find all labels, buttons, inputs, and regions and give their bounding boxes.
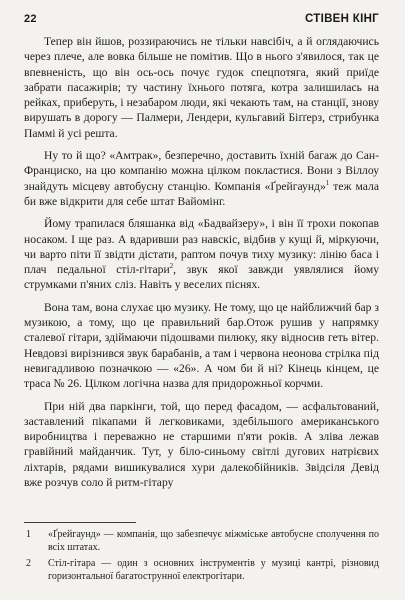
footnote-divider [24,522,136,523]
paragraph-3: Йому трапилася бляшанка від «Бадвайзеру», і він її трохи покопав носаком. І ще раз. А вдаривши раз навскіс, відбив у кущі й, міркуючи, чи варто піти її звідти дістати, раптом почув тиху музику: лінію баса і плач педальної стіл-гітари$^2$, звук якої завжди уявлялися йому струмками п'яних сліз. Навіть у веселих піснях. [24,217,379,292]
page-number: 22 [24,13,37,25]
page-header [24,13,379,31]
running-head-author: СТІВЕН КІНГ [304,13,379,25]
footnote-2 [24,557,379,583]
footnote-ref-1[interactable]: 1 [325,178,330,187]
paragraph-2: Ну то й що? «Амтрак», безперечно, доставить їхній багаж до Сан-Франциско, на цю компанію можна цілком покластися. Вони з Віллоу знайдуть місцеву автобусну станцію. Компанія «Ґрейгаунд»$^1$ теж мала би вже відкрити для себе штат Вайомінг. [24,149,379,208]
footnote-text: Стіл-гітара — один з основних інструментів у музиці кантрі, різновид горизонтальної багатострунної електрогітари. [48,558,379,582]
paragraph-1: Тепер він йшов, роззираючись не тільки навсібіч, а й оглядаючись через плече, але вовка більше не помітив. Що в нього з'явилося, так це впевненість, що він ось-ось почує гудок спецпотяга, який приїде забрати пасажирів; ту частину їхнього потяга, котра залишилась на рейках, приберуть, і незабаром люди, які чекають там, на станції, знову вирушать в дорогу — Палмери, Лендери, кульгавий Біґґерз, стрибунка Паммі й усі решта. [24,35,379,140]
body-text [24,34,379,490]
footnote-mark: 1 [26,529,31,540]
footnote-1 [24,528,379,554]
paragraph-4: Вона там, вона слухає цю музику. Не тому, що це найближчий бар з музикою, а тому, що це правильний бар.Отож рушив у напрямку сталевої гітари, здіймаючи підошвами пилюку, яку відносив геть вітер. Невдовзі вирізнився звук барабанів, а там і червона неонова стрілка під невигадливою позначкою — «26». А чом би й ні? Кінець кінцем, це траса № 26. Цілком логічна назва для придорожньої корчми. [24,300,379,391]
footnote-text: «Ґрейгаунд» — компанія, що забезпечує міжміське автобусне сполучення по всіх штатах. [48,529,379,553]
paragraph-5: При ній два паркінги, той, що перед фасадом, — асфальтований, заставлений пікапами й легковиками, здебільшого американського виробництва і переважно не старшими п'яти років. А зліва лежав гравійний майданчик. Тут, у біло-синьому світлі дугових натрієвих ліхтарів, рядами вишикувалися хури далекобійників. Звідсіля Девід вже розчув соло й ритм-гітару [24,399,379,490]
footnotes [24,528,379,586]
footnote-ref-2[interactable]: 2 [169,262,174,271]
footnote-mark: 2 [26,558,31,569]
